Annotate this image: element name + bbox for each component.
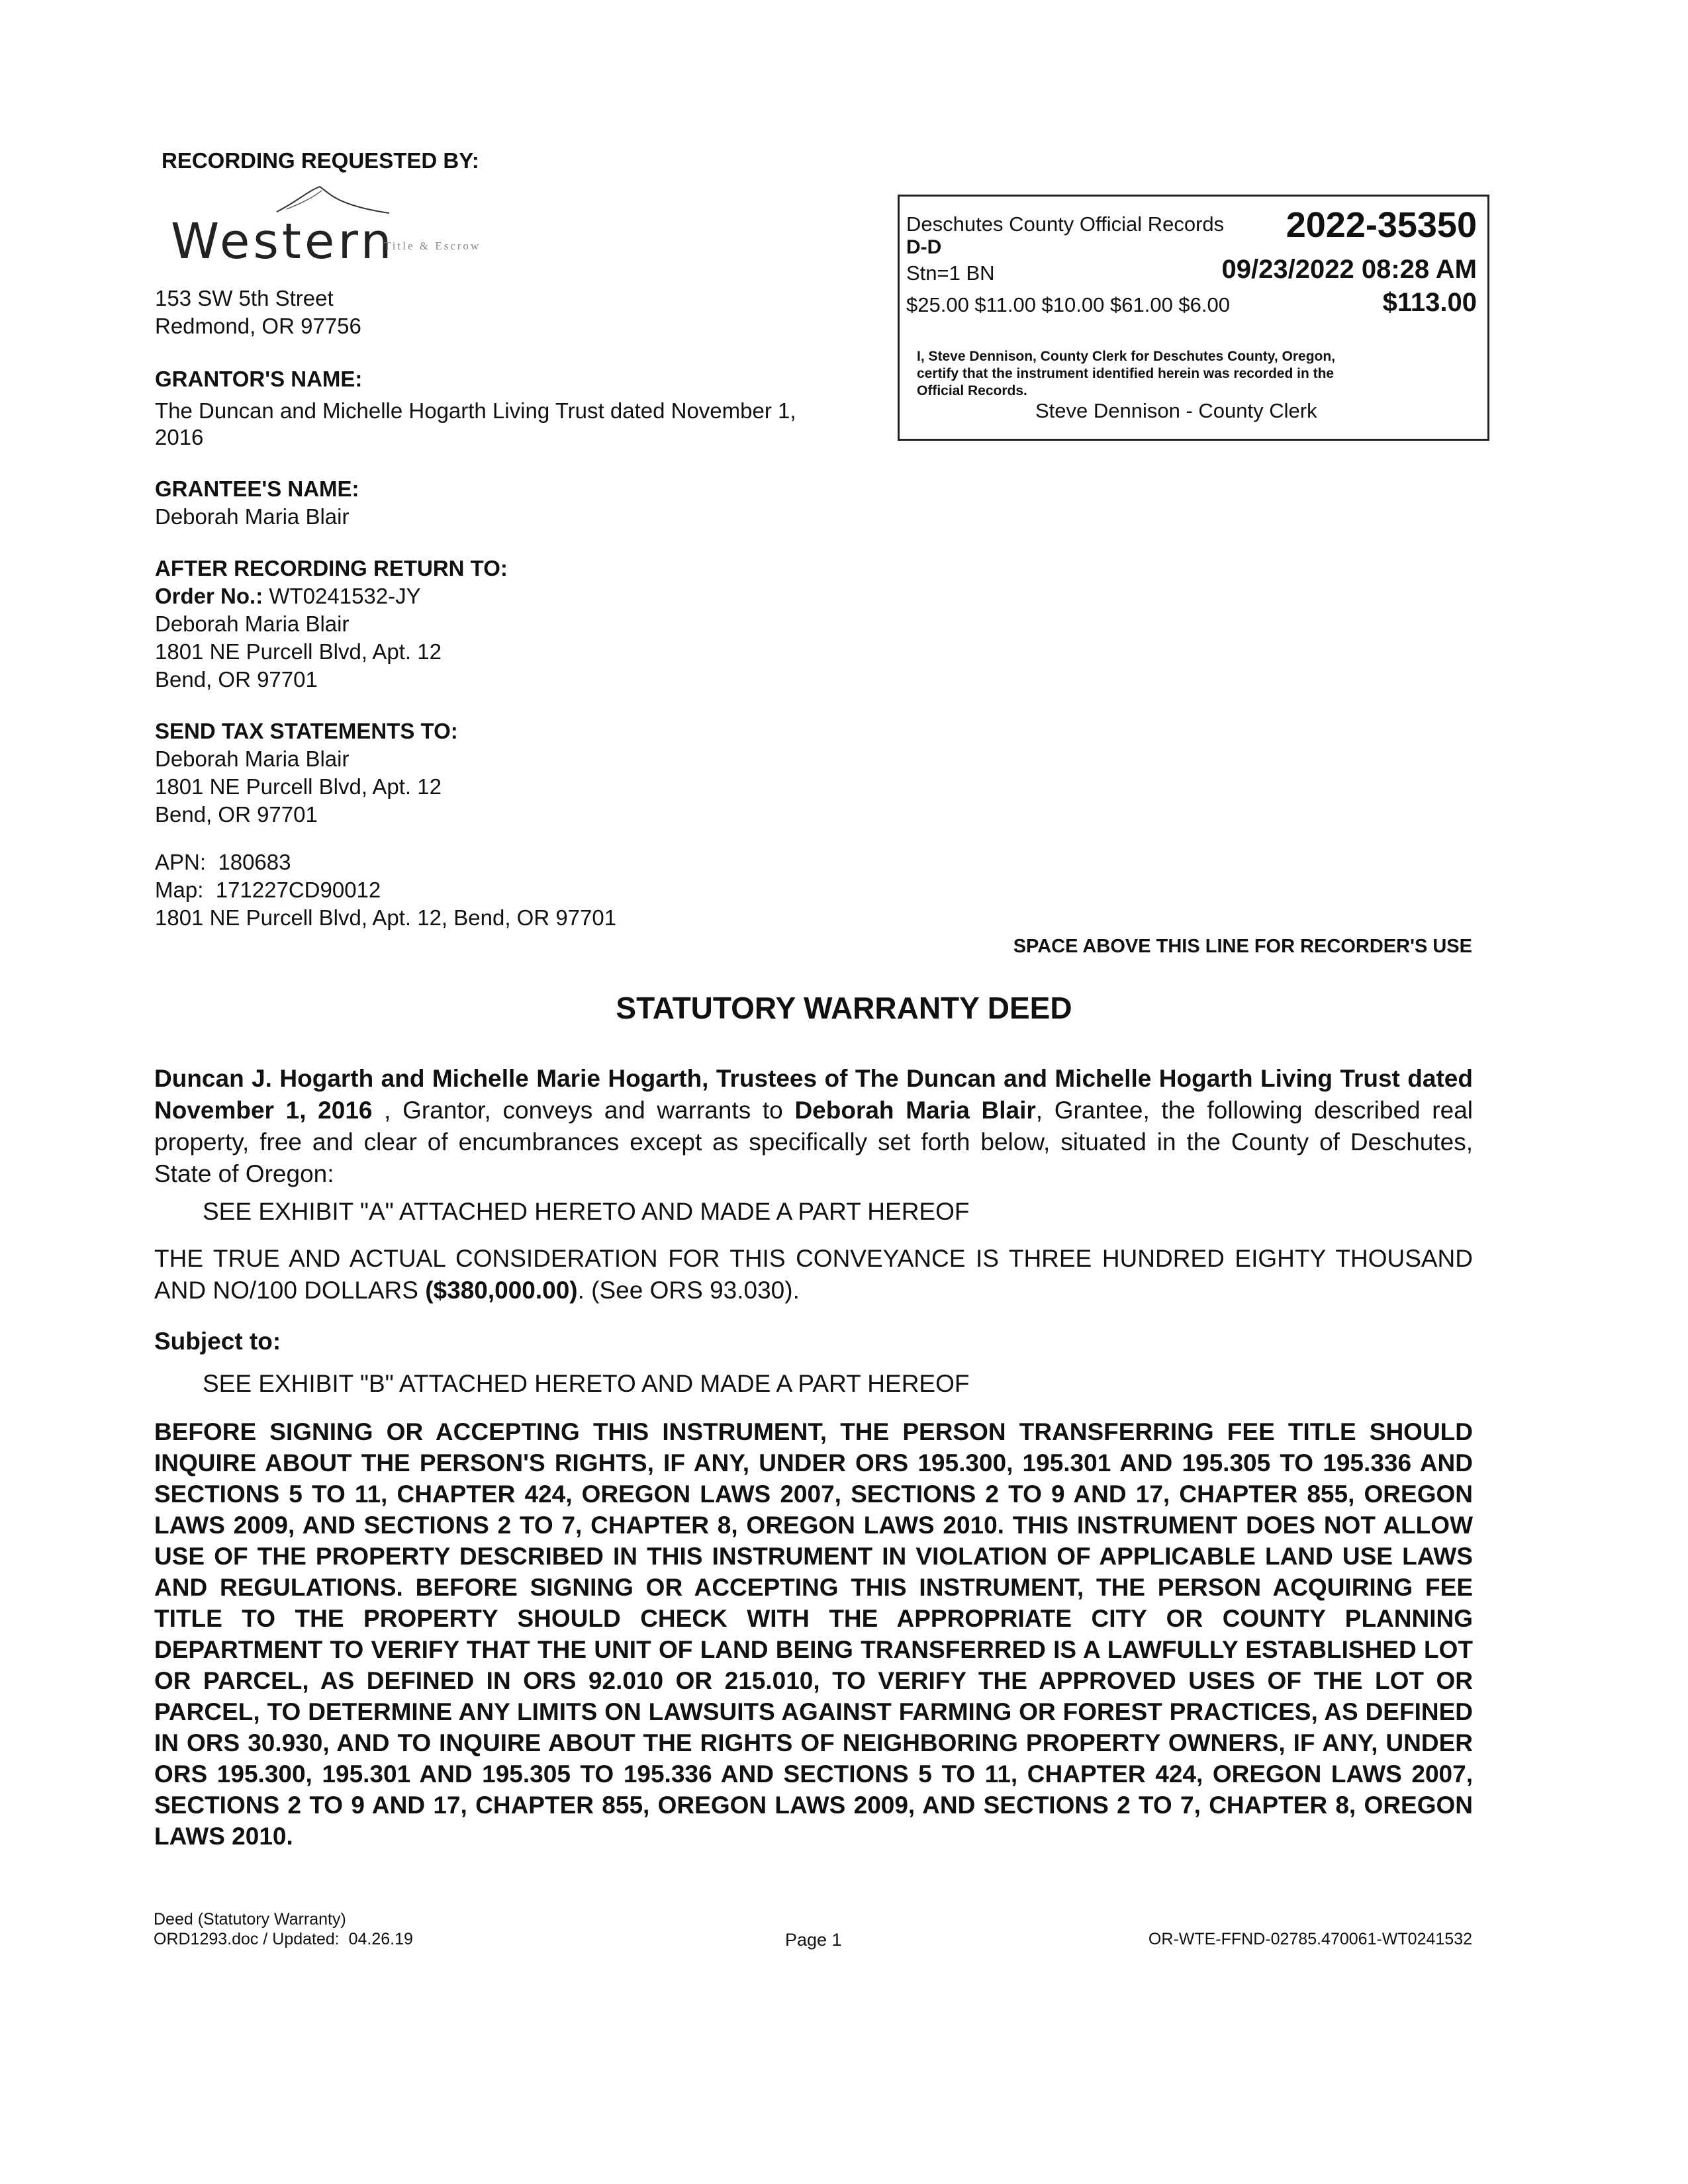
consideration-text: THE TRUE AND ACTUAL CONSIDERATION FOR THIS CONVEYANCE IS THREE HUNDRED EIGHTY THOUSAND AND NO/100 DOLLARS: [154, 1245, 1473, 1304]
tax-statements-line3: Bend, OR 97701: [155, 802, 318, 827]
order-number-value: WT0241532-JY: [269, 584, 421, 608]
footer-page-number: Page 1: [785, 1930, 842, 1950]
recording-number: 2022-35350: [1286, 205, 1477, 245]
exhibit-a-reference: SEE EXHIBIT "A" ATTACHED HERETO AND MADE A PART HEREOF: [203, 1198, 970, 1225]
consideration-paragraph: [154, 1243, 1473, 1306]
footer-doc-version: ORD1293.doc / Updated: 04.26.19: [154, 1930, 413, 1948]
grantor-name-line2: 2016: [155, 425, 204, 449]
return-to-line1: Deborah Maria Blair: [155, 612, 350, 636]
clerk-signature: Steve Dennison - County Clerk: [1035, 399, 1317, 422]
recording-requested-label: RECORDING REQUESTED BY:: [162, 148, 479, 173]
apn: [155, 848, 291, 876]
western-logo: [171, 179, 541, 278]
after-recording-label: AFTER RECORDING RETURN TO:: [155, 556, 508, 580]
land-use-warning: BEFORE SIGNING OR ACCEPTING THIS INSTRUMENT, THE PERSON TRANSFERRING FEE TITLE SHOULD INQUIRE ABOUT THE PERSON'S RIGHTS, IF ANY, UNDER ORS 195.300, 195.301 AND 195.305 TO 195.336 AND SECTIONS 5 TO 11, CHAPTER 424, OREGON LAWS 2007, SECTIONS 2 TO 9 AND 17, CHAPTER 855, OREGON LAWS 2009, AND SECTIONS 2 TO 7, CHAPTER 8, OREGON LAWS 2010. THIS INSTRUMENT DOES NOT ALLOW USE OF THE PROPERTY DESCRIBED IN THIS INSTRUMENT IN VIOLATION OF APPLICABLE LAND USE LAWS AND REGULATIONS. BEFORE SIGNING OR ACCEPTING THIS INSTRUMENT, THE PERSON ACQUIRING FEE TITLE TO THE PROPERTY SHOULD CHECK WITH THE APPROPRIATE CITY OR COUNTY PLANNING DEPARTMENT TO VERIFY THAT THE UNIT OF LAND BEING TRANSFERRED IS A LAWFULLY ESTABLISHED LOT OR PARCEL, AS DEFINED IN ORS 92.010 OR 215.010, TO VERIFY THE APPROVED USES OF THE LOT OR PARCEL, TO DETERMINE ANY LIMITS ON LAWSUITS AGAINST FARMING OR FOREST PRACTICES, AS DEFINED IN ORS 30.930, AND TO INQUIRE ABOUT THE RIGHTS OF NEIGHBORING PROPERTY OWNERS, IF ANY, UNDER ORS 195.300, 195.301 AND 195.305 TO 195.336 AND SECTIONS 5 TO 11, CHAPTER 424, OREGON LAWS 2007, SECTIONS 2 TO 9 AND 17, CHAPTER 855, OREGON LAWS 2009, AND SECTIONS 2 TO 7, CHAPTER 8, OREGON LAWS 2010.: [154, 1418, 1473, 1850]
order-number-label: Order No.:: [155, 584, 263, 608]
certification-line2: certify that the instrument identified herein was recorded in the: [917, 366, 1335, 381]
certification-line1: I, Steve Dennison, County Clerk for Deschutes County, Oregon,: [917, 349, 1336, 364]
apn-value: 180683: [218, 850, 291, 874]
map-label: Map:: [155, 878, 204, 902]
grantors-names: Duncan J. Hogarth and Michelle Marie Hogarth, Trustees of The Duncan and Michelle Hogarth Living Trust dated November 1, 2016: [154, 1065, 1473, 1124]
tax-statements-line2: 1801 NE Purcell Blvd, Apt. 12: [155, 774, 442, 799]
grantee-label: GRANTEE'S NAME:: [155, 477, 359, 501]
property-description-text: , Grantee, the following described real property, free and clear of encumbrances except as specifically set forth below, situated in the County of Deschutes, State of Oregon:: [154, 1097, 1473, 1187]
tax-statements-line1: Deborah Maria Blair: [155, 747, 350, 771]
footer-reference-id: OR-WTE-FFND-02785.470061-WT0241532: [1148, 1930, 1472, 1948]
grantee-name: Deborah Maria Blair: [155, 504, 350, 529]
document-title: STATUTORY WARRANTY DEED: [616, 991, 1072, 1025]
map-number: [155, 876, 381, 904]
grantee-name-bold: Deborah Maria Blair: [794, 1097, 1036, 1124]
grantor-label: GRANTOR'S NAME:: [155, 367, 363, 391]
recording-fees: $25.00 $11.00 $10.00 $61.00 $6.00: [906, 293, 1230, 316]
recording-datetime: 09/23/2022 08:28 AM: [1221, 255, 1477, 284]
logo-wordmark: Western: [171, 213, 395, 270]
footer-form-name: Deed (Statutory Warranty): [154, 1910, 346, 1929]
station-id: Stn=1 BN: [906, 261, 995, 285]
property-address: 1801 NE Purcell Blvd, Apt. 12, Bend, OR 97701: [155, 905, 617, 930]
order-number: [155, 582, 421, 610]
recorder-use-notice: SPACE ABOVE THIS LINE FOR RECORDER'S USE: [1013, 936, 1472, 957]
return-to-line2: 1801 NE Purcell Blvd, Apt. 12: [155, 639, 442, 664]
conveys-text: , Grantor, conveys and warrants to: [372, 1097, 795, 1124]
document-type: D-D: [906, 236, 942, 258]
exhibit-b-reference: SEE EXHIBIT "B" ATTACHED HERETO AND MADE A PART HEREOF: [203, 1370, 970, 1397]
tax-statements-label: SEND TAX STATEMENTS TO:: [155, 719, 458, 743]
requester-address-line1: 153 SW 5th Street: [155, 286, 334, 310]
recorder-stamp-box: [898, 195, 1489, 441]
conveyance-paragraph: [154, 1063, 1473, 1190]
apn-label: APN:: [155, 850, 207, 874]
requester-address-line2: Redmond, OR 97756: [155, 314, 361, 338]
return-to-line3: Bend, OR 97701: [155, 667, 318, 692]
recording-total: $113.00: [1382, 288, 1477, 317]
map-value: 171227CD90012: [215, 878, 381, 902]
certification-line3: Official Records.: [917, 383, 1027, 398]
logo-subtitle: Title & Escrow: [384, 240, 481, 252]
recorder-office: Deschutes County Official Records: [906, 212, 1225, 236]
grantor-name-line1: The Duncan and Michelle Hogarth Living Trust dated November 1,: [155, 398, 796, 423]
consideration-amount: ($380,000.00): [425, 1277, 578, 1304]
consideration-tail: . (See ORS 93.030).: [577, 1277, 800, 1304]
subject-to-label: Subject to:: [154, 1328, 281, 1355]
